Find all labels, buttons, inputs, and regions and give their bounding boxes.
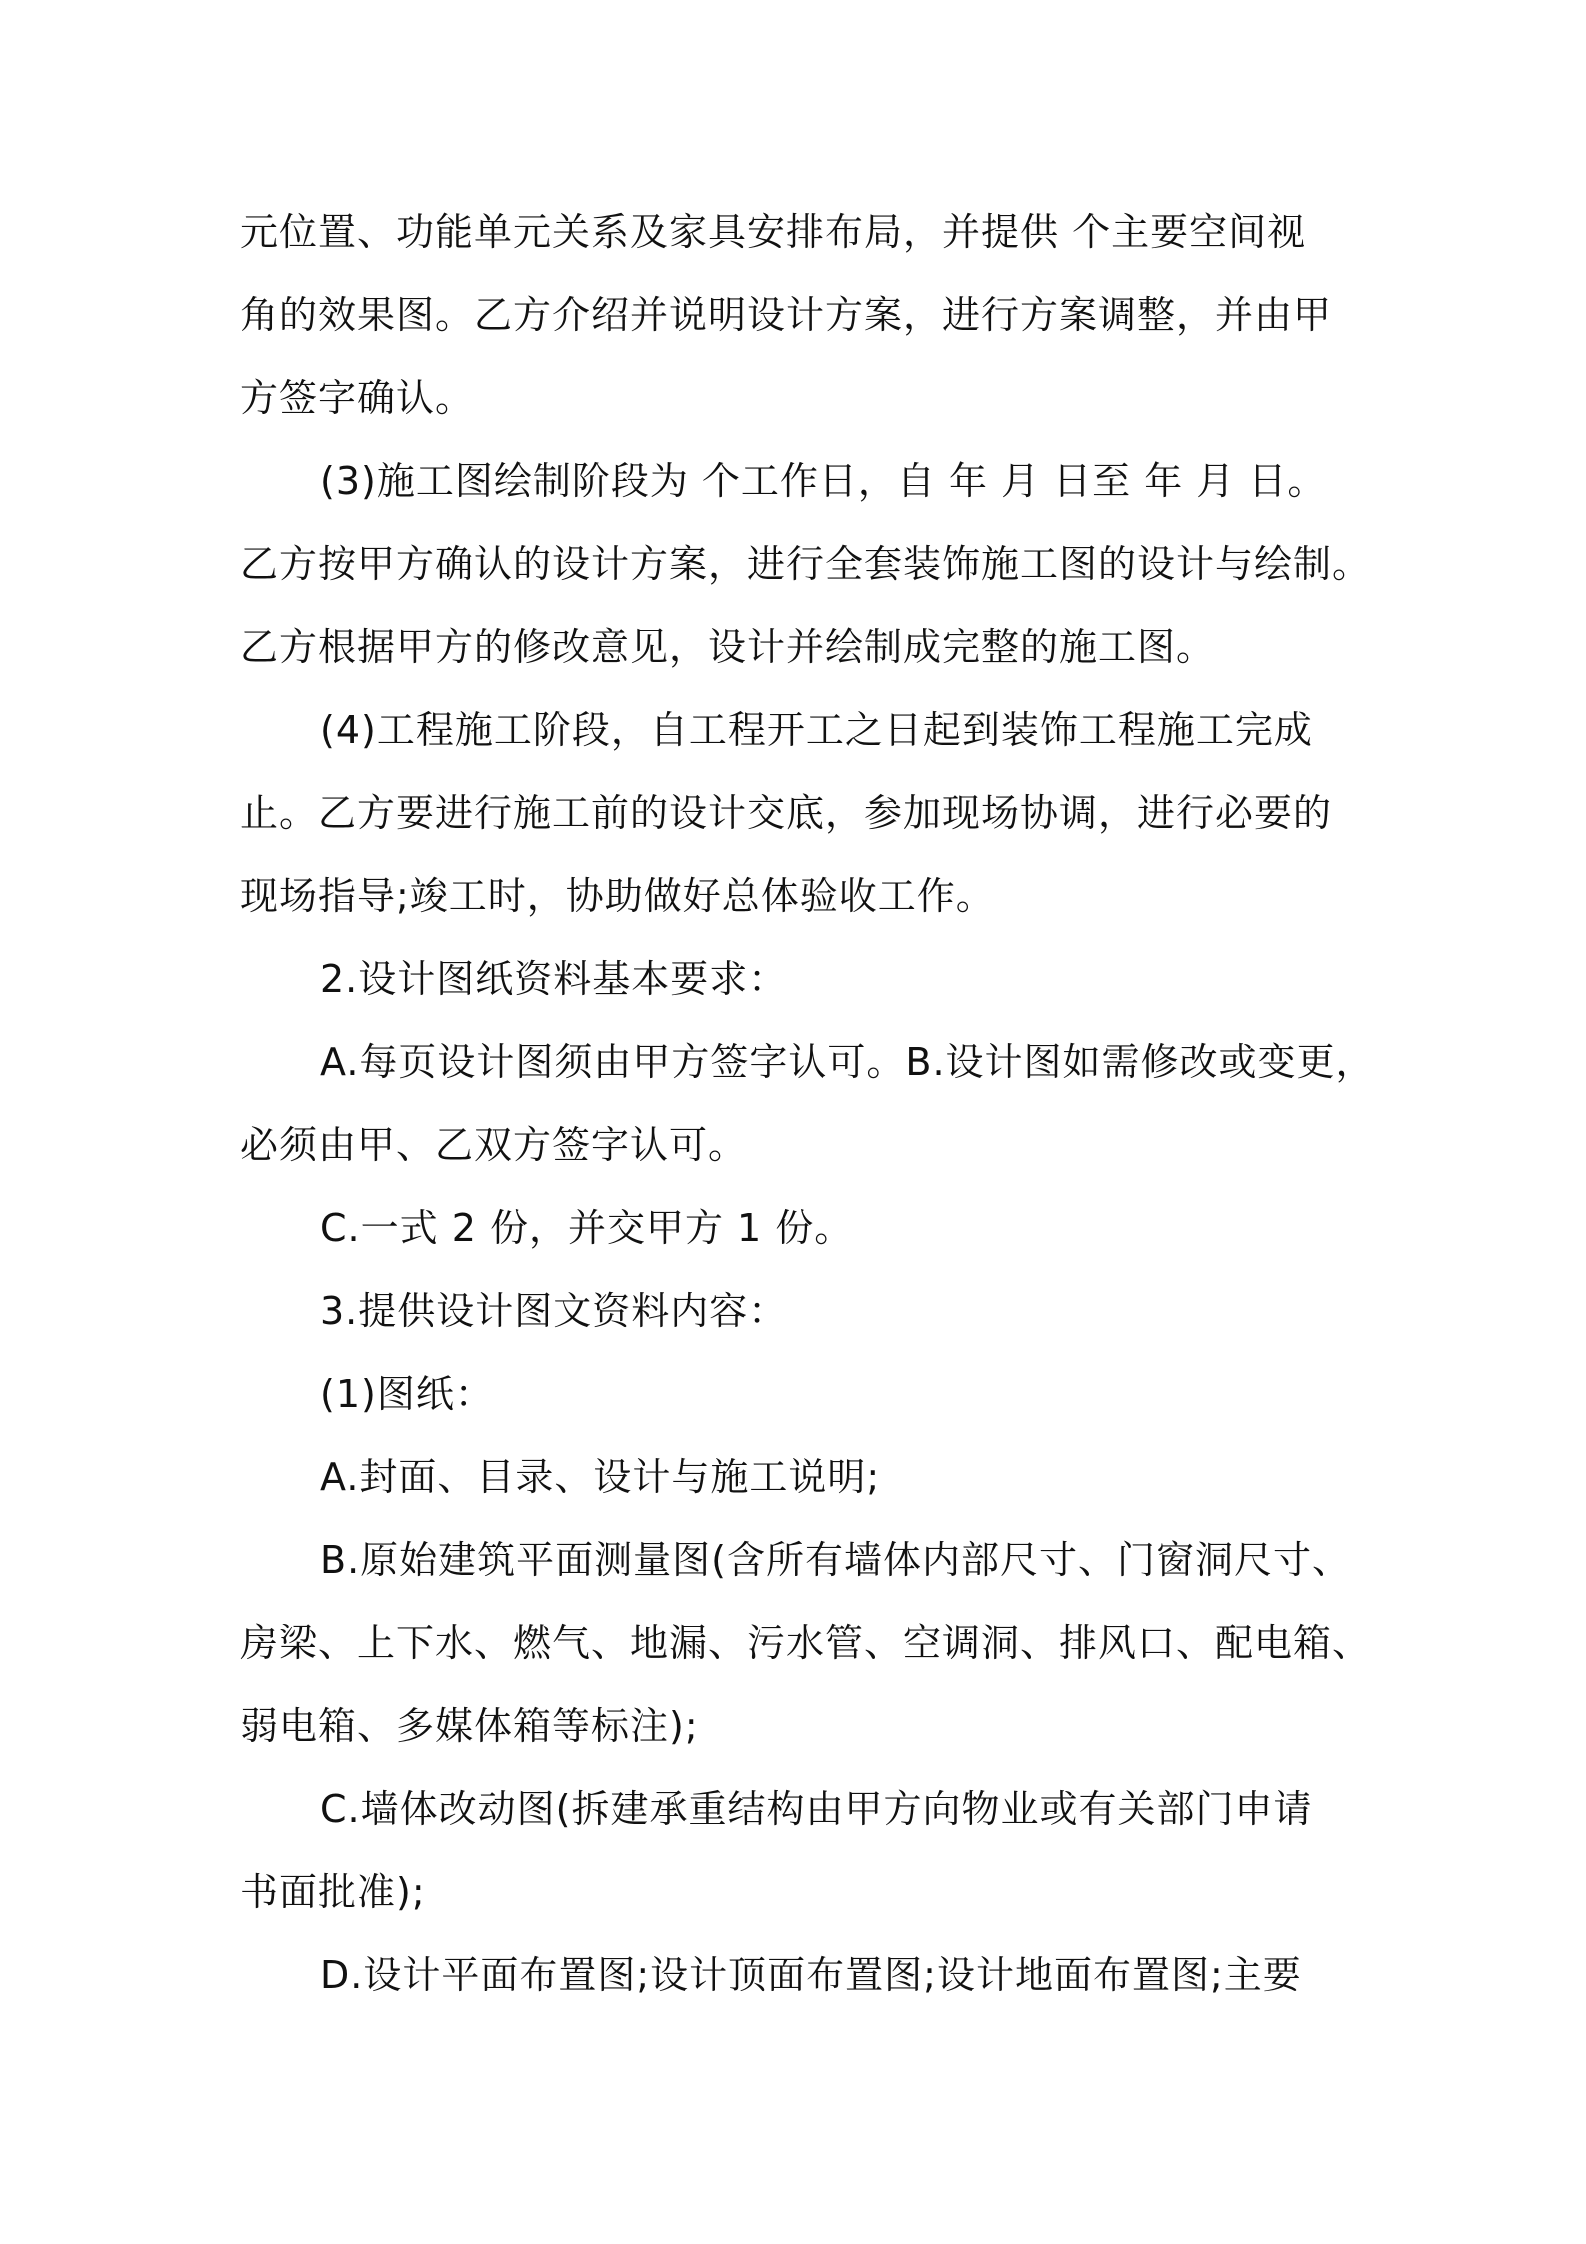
text-line: 房梁、上下水、燃气、地漏、污水管、空调洞、排风口、配电箱、 xyxy=(240,1621,1372,1665)
text-line: 书面批准); xyxy=(240,1870,426,1914)
text-line: A.封面、目录、设计与施工说明; xyxy=(320,1455,881,1499)
text-line: 弱电箱、多媒体箱等标注); xyxy=(240,1704,699,1748)
text-line: 必须由甲、乙双方签字认可。 xyxy=(240,1123,748,1167)
text-line: 乙方根据甲方的修改意见，设计并绘制成完整的施工图。 xyxy=(240,625,1216,669)
text-line: 角的效果图。乙方介绍并说明设计方案，进行方案调整，并由甲 xyxy=(240,293,1333,337)
text-line: 乙方按甲方确认的设计方案，进行全套装饰施工图的设计与绘制。 xyxy=(240,542,1372,586)
text-line: 止。乙方要进行施工前的设计交底，参加现场协调，进行必要的 xyxy=(240,791,1333,835)
section-heading: 2.设计图纸资料基本要求： xyxy=(320,957,788,1001)
text-line: (4)工程施工阶段，自工程开工之日起到装饰工程施工完成 xyxy=(320,708,1313,752)
text-line: C.一式 2 份，并交甲方 1 份。 xyxy=(320,1206,854,1250)
text-line: C.墙体改动图(拆建承重结构由甲方向物业或有关部门申请 xyxy=(320,1787,1313,1831)
text-line: (1)图纸： xyxy=(320,1372,494,1416)
text-line: 元位置、功能单元关系及家具安排布局，并提供 个主要空间视 xyxy=(240,210,1307,254)
text-line: D.设计平面布置图;设计顶面布置图;设计地面布置图;主要 xyxy=(320,1953,1302,1997)
text-line: 方签字确认。 xyxy=(240,376,475,420)
section-heading: 3.提供设计图文资料内容： xyxy=(320,1289,788,1333)
text-line: A.每页设计图须由甲方签字认可。B.设计图如需修改或变更， xyxy=(320,1040,1375,1084)
text-line: B.原始建筑平面测量图(含所有墙体内部尺寸、门窗洞尺寸、 xyxy=(320,1538,1351,1582)
text-line: 现场指导;竣工时，协助做好总体验收工作。 xyxy=(240,874,995,918)
text-line: (3)施工图绘制阶段为 个工作日，自 年 月 日至 年 月 日。 xyxy=(320,459,1327,503)
